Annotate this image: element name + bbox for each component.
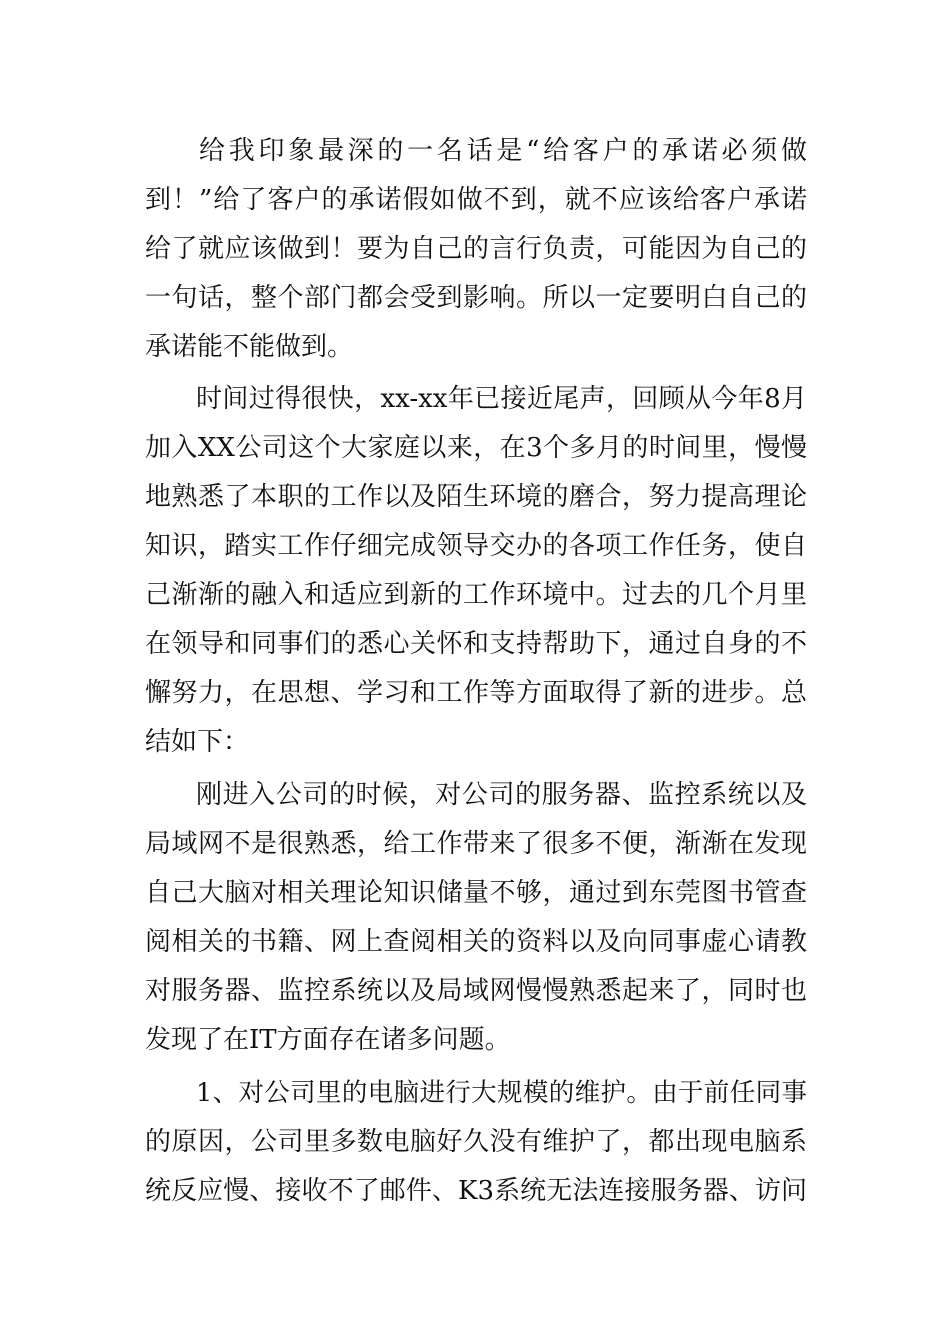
paragraph-1-line-5: 承诺能不能做到。 (145, 332, 354, 362)
paragraph-1-line-4: 一句话，整个部门都会受到影响。所以一定要明白自己的 (145, 283, 807, 313)
paragraph-2-line-1: 时间过得很快，xx-xx年已接近尾声，回顾从今年8月 (196, 384, 807, 414)
paragraph-1-line-3: 给了就应该做到！要为自己的言行负责，可能因为自己的 (145, 234, 807, 264)
paragraph-2-line-2: 加入XX公司这个大家庭以来，在3个多月的时间里，慢慢 (145, 433, 807, 463)
paragraph-4-line-2: 的原因，公司里多数电脑好久没有维护了，都出现电脑系 (145, 1127, 807, 1157)
paragraph-4-line-1: 1、对公司里的电脑进行大规模的维护。由于前任同事 (196, 1078, 807, 1108)
paragraph-2-line-4: 知识，踏实工作仔细完成领导交办的各项工作任务，使自 (145, 531, 807, 561)
paragraph-2-line-3: 地熟悉了本职的工作以及陌生环境的磨合，努力提高理论 (145, 482, 807, 512)
paragraph-4-line-3: 统反应慢、接收不了邮件、K3系统无法连接服务器、访问 (145, 1176, 807, 1206)
paragraph-3-line-4: 阅相关的书籍、网上查阅相关的资料以及向同事虚心请教 (145, 927, 807, 957)
paragraph-1-line-1: 给我印象最深的一名话是“给客户的承诺必须做 (199, 136, 807, 166)
paragraph-2-line-7: 懈努力，在思想、学习和工作等方面取得了新的进步。总 (145, 678, 807, 708)
paragraph-3-line-6: 发现了在IT方面存在诸多问题。 (145, 1025, 511, 1055)
paragraph-3-line-2: 局域网不是很熟悉，给工作带来了很多不便，渐渐在发现 (145, 829, 807, 859)
paragraph-3-line-3: 自己大脑对相关理论知识储量不够，通过到东莞图书管查 (145, 878, 807, 908)
paragraph-1-line-2: 到！”给了客户的承诺假如做不到，就不应该给客户承诺 (145, 185, 807, 215)
paragraph-2-line-5: 己渐渐的融入和适应到新的工作环境中。过去的几个月里 (145, 580, 807, 610)
paragraph-3-line-5: 对服务器、监控系统以及局域网慢慢熟悉起来了，同时也 (145, 976, 807, 1006)
paragraph-2-line-6: 在领导和同事们的悉心关怀和支持帮助下，通过自身的不 (145, 629, 807, 659)
paragraph-3-line-1: 刚进入公司的时候，对公司的服务器、监控系统以及 (196, 780, 807, 810)
paragraph-2-line-8: 结如下： (145, 727, 250, 757)
